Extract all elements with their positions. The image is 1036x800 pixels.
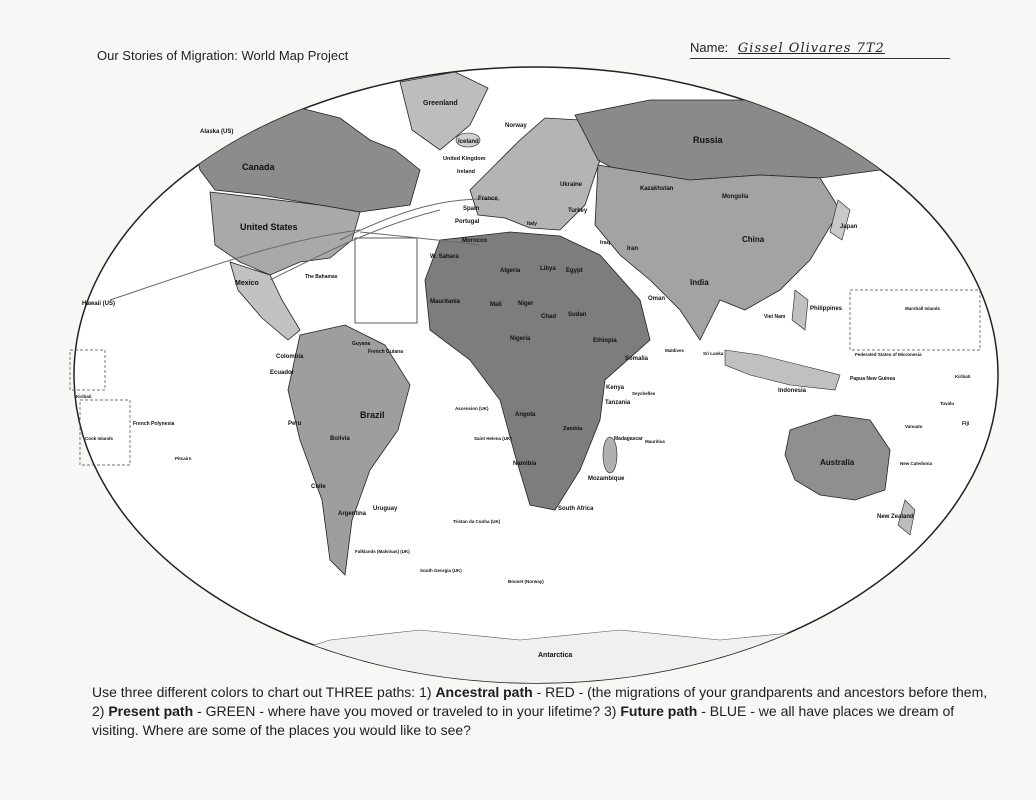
label-kazakhstan: Kazakhstan (640, 186, 674, 192)
label-iraq: Iraq (600, 240, 611, 246)
label-turkey: Turkey (568, 208, 588, 214)
future-path-label: Future path (620, 703, 698, 719)
label-zambia: Zambia (563, 426, 583, 432)
label-egypt: Egypt (566, 268, 583, 274)
label-chad: Chad (541, 314, 556, 320)
label-w-sahara: W. Sahara (430, 254, 459, 260)
label-algeria: Algeria (500, 268, 521, 274)
label-canada: Canada (242, 162, 275, 172)
label-mexico: Mexico (235, 280, 259, 287)
label-ecuador: Ecuador (270, 370, 295, 376)
label-kiribati: Kiribati (955, 374, 971, 379)
label-saint-helena: Saint Helena (UK) (474, 436, 512, 441)
label-namibia: Namibia (513, 461, 537, 467)
label-pitcairn: Pitcairn (175, 456, 192, 461)
label-sudan: Sudan (568, 312, 587, 318)
label-chile: Chile (311, 484, 326, 490)
label-italy: Italy (527, 221, 538, 227)
label-antarctica: Antarctica (538, 652, 573, 659)
label-kenya: Kenya (606, 385, 625, 391)
label-madagascar: Madagascar (614, 436, 643, 442)
label-seychelles: Seychelles (632, 391, 656, 396)
label-bolivia: Bolivia (330, 436, 350, 442)
label-alaska: Alaska (US) (200, 129, 234, 135)
label-uruguay: Uruguay (373, 506, 398, 512)
ancestral-path-text: - RED - (the migrations of your grandparents and ancestors before them, 2) (92, 684, 988, 719)
instructions-intro: Use three different colors to chart out THREE paths: 1) (92, 684, 436, 700)
label-somalia: Somalia (625, 356, 649, 362)
label-greenland: Greenland (423, 100, 458, 107)
label-oman: Oman (648, 296, 666, 302)
label-iran: Iran (627, 246, 639, 252)
worksheet-title: Our Stories of Migration: World Map Project (97, 48, 349, 63)
label-mali: Mali (490, 302, 502, 308)
label-philippines: Philippines (810, 306, 843, 312)
label-portugal: Portugal (455, 219, 480, 225)
instructions-text (92, 683, 992, 740)
label-new-zealand: New Zealand (877, 514, 914, 520)
label-guyana: Guyana (352, 341, 371, 347)
label-french-polynesia: French Polynesia (133, 421, 175, 427)
label-peru: Peru (288, 421, 302, 427)
label-mauritius: Mauritius (645, 439, 666, 444)
label-argentina: Argentina (338, 511, 367, 517)
student-name: Gissel Olivares 7T2 (737, 41, 885, 56)
label-norway: Norway (505, 123, 527, 129)
label-colombia: Colombia (276, 354, 304, 360)
label-bouvet: Bouvet (Norway) (508, 579, 544, 584)
label-brazil: Brazil (360, 410, 385, 420)
label-china: China (742, 235, 765, 244)
label-fiji: Fiji (962, 421, 970, 427)
label-nigeria: Nigeria (510, 336, 531, 342)
label-tanzania: Tanzania (605, 400, 631, 406)
label-falklands: Falklands (Malvinas) (UK) (355, 549, 410, 554)
label-kiribati-west: Kiribati (76, 394, 92, 399)
label-niger: Niger (518, 301, 534, 307)
label-cook-islands: Cook Islands (85, 436, 114, 441)
present-path-label: Present path (108, 703, 194, 719)
label-japan: Japan (840, 224, 858, 230)
label-new-caledonia: New Caledonia (900, 461, 933, 466)
label-mozambique: Mozambique (588, 476, 625, 482)
label-hawaii: Hawaii (US) (82, 301, 116, 307)
label-sri-lanka: Sri Lanka (703, 351, 724, 356)
label-france: France (478, 196, 498, 202)
name-label: Name: (690, 40, 729, 55)
label-russia: Russia (693, 135, 723, 145)
madagascar-shape (603, 437, 617, 473)
label-spain: Spain (463, 206, 480, 212)
ancestral-path-label: Ancestral path (435, 684, 533, 700)
label-ukraine: Ukraine (560, 182, 583, 188)
label-indonesia: Indonesia (778, 388, 807, 394)
label-the-bahamas: The Bahamas (305, 274, 338, 280)
label-united-kingdom: United Kingdom (443, 156, 486, 162)
label-india: India (690, 278, 709, 287)
label-tristan-da-cunha: Tristan da Cunha (UK) (453, 519, 501, 524)
label-iceland: Iceland (458, 139, 479, 145)
label-mongolia: Mongolia (722, 194, 749, 200)
label-papua-new-guinea: Papua New Guinea (850, 376, 896, 382)
label-united-states: United States (240, 222, 298, 232)
label-ethiopia: Ethiopia (593, 338, 617, 344)
present-path-text: - GREEN - where have you moved or traveled to in your lifetime? 3) (193, 703, 621, 719)
label-maldives: Maldives (665, 348, 685, 353)
label-south-africa: South Africa (558, 506, 594, 512)
label-mauritania: Mauritania (430, 299, 461, 305)
label-tuvalu: Tuvalu (940, 401, 955, 406)
label-ascension: Ascension (UK) (455, 406, 489, 411)
label-marshall-islands: Marshall Islands (905, 306, 941, 311)
future-path-text: - BLUE - we all have places we dream of visiting. Where are some of the places you would like to see? (92, 703, 955, 738)
label-south-georgia: South Georgia (UK) (420, 568, 462, 573)
label-australia: Australia (820, 458, 855, 467)
russia-shape (575, 100, 905, 180)
label-viet-nam: Viet Nam (764, 314, 786, 320)
label-morocco: Morocco (462, 238, 488, 244)
label-libya: Libya (540, 266, 556, 272)
label-ireland: Ireland (457, 169, 476, 175)
label-micronesia: Federated States of Micronesia (855, 352, 922, 357)
label-angola: Angola (515, 412, 536, 418)
label-vanuatu: Vanuatu (905, 424, 923, 429)
label-french-guiana: French Guiana (368, 349, 404, 355)
